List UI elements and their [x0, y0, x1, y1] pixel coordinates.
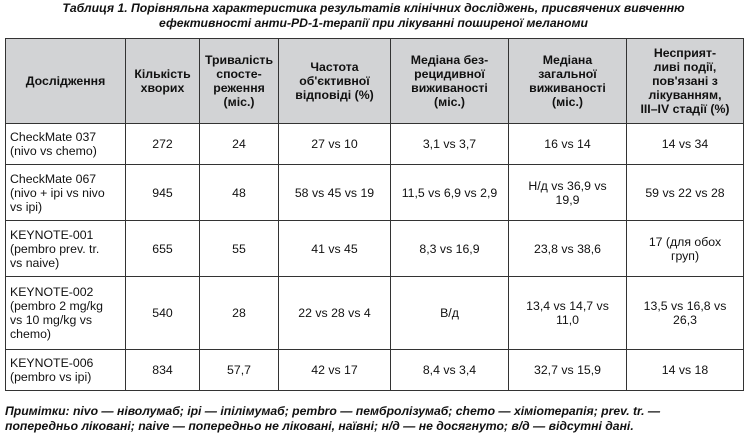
- cell-followup: 55: [200, 221, 279, 277]
- cell-os: 16 vs 14: [509, 124, 627, 165]
- comparison-table: [5, 38, 744, 391]
- header-patients: Кількість хворих: [126, 39, 200, 124]
- caption-line-1: Таблиця 1. Порівняльна характеристика результатів клінічних досліджень, присвячених вивченню: [62, 1, 685, 15]
- header-adverse-events: Несприят- ливі події, пов'язані з лікуванням, III–IV стадії (%): [627, 39, 744, 124]
- caption-line-2: ефективності анти-PD-1-терапії при лікуванні поширеної меланоми: [159, 16, 588, 30]
- header-response-rate: Частота об'єктивної відповіді (%): [279, 39, 391, 124]
- table-row: [6, 124, 744, 165]
- cell-followup: 24: [200, 124, 279, 165]
- cell-pfs: 11,5 vs 6,9 vs 2,9: [391, 165, 509, 221]
- cell-adverse-events: 13,5 vs 16,8 vs 26,3: [627, 277, 744, 350]
- cell-adverse-events: 14 vs 34: [627, 124, 744, 165]
- cell-response-rate: 42 vs 17: [279, 350, 391, 391]
- cell-response-rate: 22 vs 28 vs 4: [279, 277, 391, 350]
- cell-response-rate: 41 vs 45: [279, 221, 391, 277]
- cell-adverse-events: 59 vs 22 vs 28: [627, 165, 744, 221]
- cell-study: CheckMate 067 (nivo + ipi vs nivo vs ipi): [6, 165, 126, 221]
- table-notes: [5, 404, 745, 434]
- header-pfs: Медіана без- рецидивної виживаності (міс.): [391, 39, 509, 124]
- cell-followup: 57,7: [200, 350, 279, 391]
- cell-study: KEYNOTE-002 (pembro 2 mg/kg vs 10 mg/kg vs chemo): [6, 277, 126, 350]
- cell-adverse-events: 14 vs 18: [627, 350, 744, 391]
- table-row: [6, 350, 744, 391]
- cell-patients: 655: [126, 221, 200, 277]
- cell-patients: 272: [126, 124, 200, 165]
- cell-os: 13,4 vs 14,7 vs 11,0: [509, 277, 627, 350]
- cell-study: CheckMate 037 (nivo vs chemo): [6, 124, 126, 165]
- cell-response-rate: 58 vs 45 vs 19: [279, 165, 391, 221]
- table-caption: [0, 1, 747, 31]
- table-row: [6, 165, 744, 221]
- cell-os: 32,7 vs 15,9: [509, 350, 627, 391]
- cell-followup: 28: [200, 277, 279, 350]
- cell-pfs: 8,3 vs 16,9: [391, 221, 509, 277]
- cell-os: 23,8 vs 38,6: [509, 221, 627, 277]
- table-row: [6, 221, 744, 277]
- cell-pfs: 3,1 vs 3,7: [391, 124, 509, 165]
- cell-pfs: В/д: [391, 277, 509, 350]
- cell-pfs: 8,4 vs 3,4: [391, 350, 509, 391]
- cell-patients: 945: [126, 165, 200, 221]
- cell-adverse-events: 17 (для обох груп): [627, 221, 744, 277]
- cell-study: KEYNOTE-001 (pembro prev. tr. vs naive): [6, 221, 126, 277]
- header-followup: Тривалість спосте- реження (міс.): [200, 39, 279, 124]
- notes-line-2: попередньо ліковані; naive — попередньо не ліковані, наївні; н/д — не досягнуто; в/д — відсутні дані.: [5, 419, 634, 433]
- cell-followup: 48: [200, 165, 279, 221]
- cell-response-rate: 27 vs 10: [279, 124, 391, 165]
- cell-patients: 540: [126, 277, 200, 350]
- notes-line-1: Примітки: nivo — ніволумаб; ipi — іпілімумаб; pembro — пембролізумаб; chemo — хіміотерапія; prev. tr. —: [5, 404, 661, 418]
- table-row: [6, 277, 744, 350]
- header-os: Медіана загальної виживаності (міс.): [509, 39, 627, 124]
- header-study: Дослідження: [6, 39, 126, 124]
- cell-patients: 834: [126, 350, 200, 391]
- cell-os: Н/д vs 36,9 vs 19,9: [509, 165, 627, 221]
- cell-study: KEYNOTE-006 (pembro vs ipi): [6, 350, 126, 391]
- header-row: [6, 39, 744, 124]
